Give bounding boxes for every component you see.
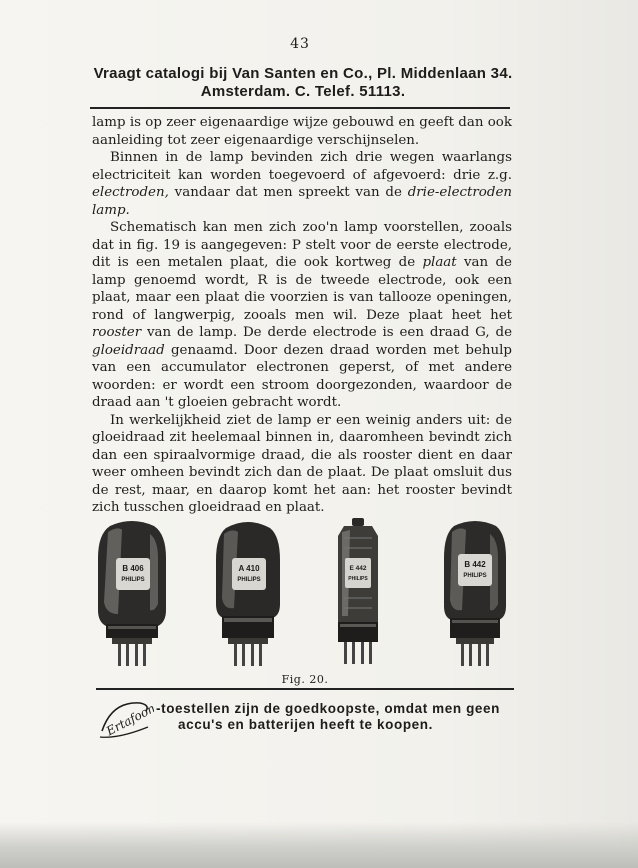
footer-advert bbox=[156, 701, 521, 733]
body-paragraph bbox=[92, 412, 512, 517]
italic-term: drie-electroden lamp. bbox=[92, 185, 512, 218]
italic-term: rooster bbox=[92, 325, 142, 340]
header-advert-line-1: Vraagt catalogi bij Van Santen en Co., Pl. Middenlaan 34. bbox=[93, 65, 513, 82]
footer-advert-line-1: -toestellen zijn de goedkoopste, omdat men geen bbox=[156, 701, 500, 716]
text-run: In werkelijkheid ziet de lamp er een weinig anders uit: de gloeidraad zit heelemaal binnen in, daaromheen bevindt zich dan een spiraalvormige draad, die als rooster dient en daar weer omheen bevindt zich dan de plaat. De plaat omsluit dus de rest, maar, en daarop komt het aan: het rooster bevindt zich tusschen gloeidraad en plaat. bbox=[92, 412, 512, 515]
logo-script-text: Ertafoon bbox=[103, 701, 154, 739]
tube-label-bottom: PHILIPS bbox=[121, 577, 145, 583]
body-paragraph bbox=[92, 219, 512, 412]
page-number: 43 bbox=[290, 36, 310, 52]
tube-label-bottom: PHILIPS bbox=[463, 573, 487, 579]
text-run: van de lamp genoemd wordt, R is de tweede electrode, ook een plaat, maar een plaat die voorzien is van tallooze openingen, rond of langwerpig, zooals men wil. Deze plaat heet het bbox=[92, 255, 512, 323]
footer-advert-line-2: accu's en batterijen heeft te koopen. bbox=[178, 717, 433, 732]
text-run: Binnen in de lamp bevinden zich drie wegen waarlangs electriciteit kan worden toegevoerd of afgevoerd: drie z.g. bbox=[92, 150, 512, 183]
body-paragraph bbox=[92, 114, 512, 149]
header-rule bbox=[90, 107, 510, 109]
body-text bbox=[92, 114, 512, 517]
footer-rule bbox=[96, 688, 514, 690]
body-paragraph bbox=[92, 149, 512, 219]
vacuum-tube-image bbox=[92, 518, 172, 670]
text-run: genaamd. Door dezen draad worden met behulp van een accumulator electronen geperst, of met andere woorden: er wordt een stroom doorgezonden, waardoor de draad aan 't gloeien gebracht wordt. bbox=[92, 342, 512, 410]
figure-20 bbox=[90, 518, 520, 670]
text-run: Schematisch kan men zich zoo'n lamp voorstellen, zooals dat in fig. 19 is aangegeven: P stelt voor de eerste electrode, dit is een metalen plaat, die ook kortweg de bbox=[92, 220, 512, 270]
ertafoon-logo bbox=[96, 697, 154, 743]
text-run: lamp is op zeer eigenaardige wijze gebouwd en geeft dan ook aanleiding tot zeer eigenaardige verschijnselen. bbox=[92, 115, 512, 148]
tube-label-top: B 442 bbox=[464, 560, 486, 569]
header-advert-line-2: Amsterdam. C. Telef. 51113. bbox=[200, 83, 406, 100]
tube-label-top: A 410 bbox=[238, 564, 260, 573]
tube-label-bottom: PHILIPS bbox=[237, 577, 261, 583]
italic-term: plaat bbox=[422, 255, 457, 270]
italic-term: gloeidraad bbox=[92, 342, 165, 358]
vacuum-tube-image bbox=[330, 518, 386, 670]
text-run: vandaar dat men spreekt van de bbox=[168, 185, 408, 200]
vacuum-tube-image bbox=[210, 518, 286, 670]
tube-label-bottom: PHILIPS bbox=[348, 576, 368, 582]
figure-caption: Fig. 20. bbox=[281, 673, 329, 686]
vacuum-tube-image bbox=[438, 518, 512, 670]
text-run: van de lamp. De derde electrode is een draad G, de bbox=[141, 325, 512, 340]
tube-label-top: B 406 bbox=[122, 564, 144, 573]
tube-label-top: E 442 bbox=[349, 565, 367, 572]
page-edge-shadow bbox=[0, 822, 638, 868]
italic-term: electroden, bbox=[92, 185, 169, 200]
